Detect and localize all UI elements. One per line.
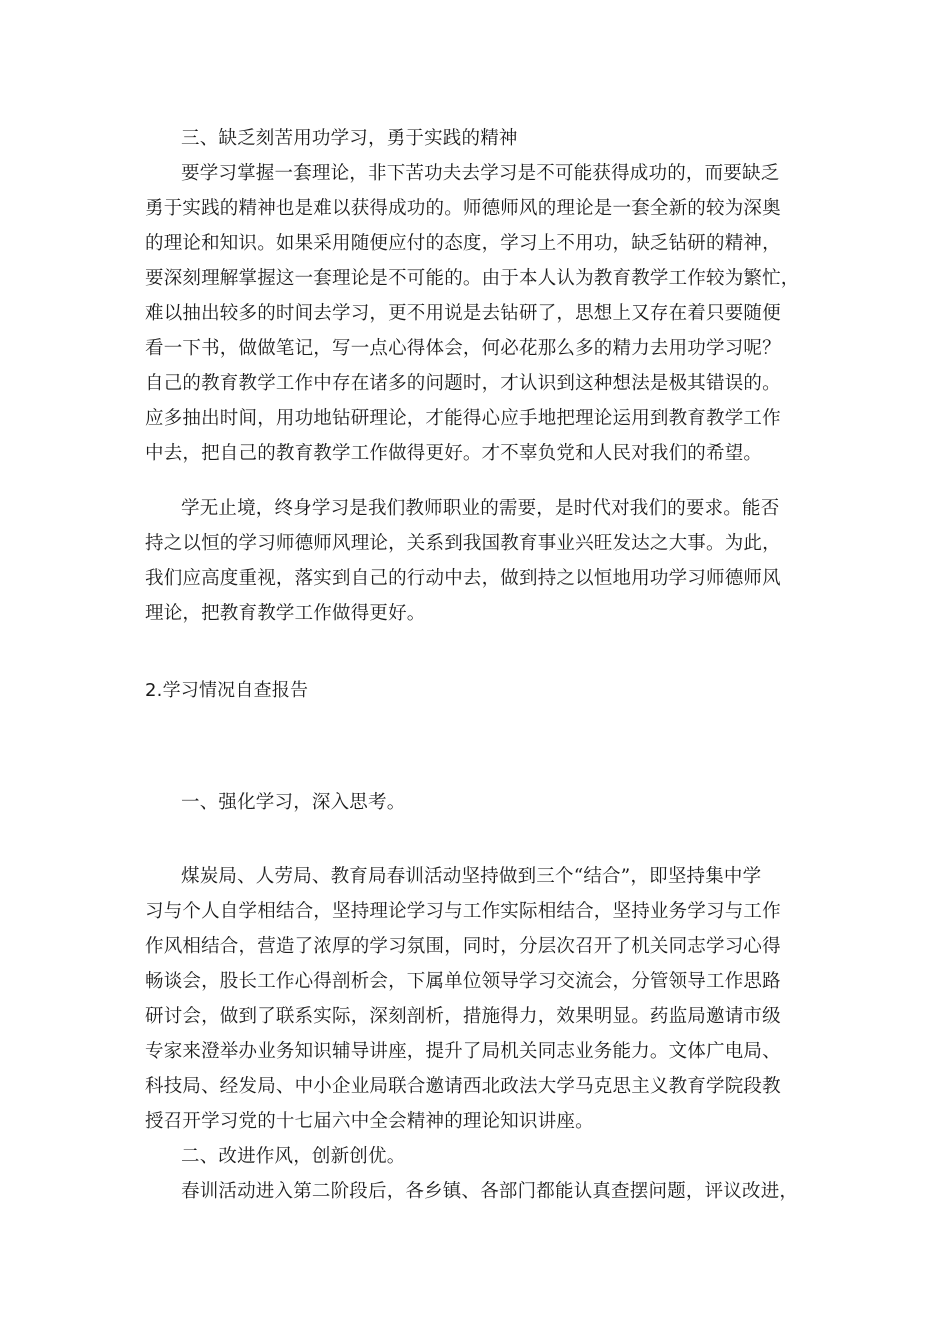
paragraph-line: 持之以恒的学习师德师风理论，关系到我国教育事业兴旺发达之大事。为此， [145, 533, 781, 554]
section-heading: 一、强化学习，深入思考。 [181, 792, 406, 813]
paragraph-line: 应多抽出时间，用功地钻研理论，才能得心应手地把理论运用到教育教学工作 [145, 408, 781, 429]
paragraph-line: 学无止境，终身学习是我们教师职业的需要，是时代对我们的要求。能否 [181, 498, 780, 519]
paragraph-line: 的理论和知识。如果采用随便应付的态度，学习上不用功，缺乏钻研的精神， [145, 233, 781, 254]
paragraph-line: 看一下书，做做笔记，写一点心得体会，何必花那么多的精力去用功学习呢？ [145, 338, 781, 359]
paragraph-line: 自己的教育教学工作中存在诸多的问题时，才认识到这种想法是极其错误的。 [145, 373, 781, 394]
section-heading: 二、改进作风，创新创优。 [181, 1146, 406, 1167]
paragraph-line: 要学习掌握一套理论，非下苦功夫去学习是不可能获得成功的，而要缺乏 [181, 163, 780, 184]
paragraph-line: 专家来澄举办业务知识辅导讲座，提升了局机关同志业务能力。文体广电局、 [145, 1041, 781, 1062]
paragraph-line: 中去，把自己的教育教学工作做得更好。才不辜负党和人民对我们的希望。 [145, 443, 763, 464]
paragraph-line: 我们应高度重视，落实到自己的行动中去，做到持之以恒地用功学习师德师风 [145, 568, 781, 589]
paragraph-line: 勇于实践的精神也是难以获得成功的。师德师风的理论是一套全新的较为深奥 [145, 198, 781, 219]
paragraph-line: 难以抽出较多的时间去学习，更不用说是去钻研了，思想上又存在着只要随便 [145, 303, 781, 324]
paragraph-line: 授召开学习党的十七届六中全会精神的理论知识讲座。 [145, 1111, 594, 1132]
paragraph-line: 科技局、经发局、中小企业局联合邀请西北政法大学马克思主义教育学院段教 [145, 1076, 781, 1097]
paragraph-line: 研讨会，做到了联系实际，深刻剖析，措施得力，效果明显。药监局邀请市级 [145, 1006, 781, 1027]
paragraph-line: 作风相结合，营造了浓厚的学习氛围，同时，分层次召开了机关同志学习心得 [145, 936, 781, 957]
report-title: 2.学习情况自查报告 [145, 680, 309, 701]
paragraph-line: 畅谈会，股长工作心得剖析会，下属单位领导学习交流会，分管领导工作思路 [145, 971, 781, 992]
paragraph-line: 煤炭局、人劳局、教育局春训活动坚持做到三个“结合”，即坚持集中学 [181, 866, 762, 887]
section-heading: 三、缺乏刻苦用功学习，勇于实践的精神 [181, 128, 518, 149]
paragraph-line: 要深刻理解掌握这一套理论是不可能的。由于本人认为教育教学工作较为繁忙， [145, 268, 800, 289]
paragraph-line: 习与个人自学相结合，坚持理论学习与工作实际相结合，坚持业务学习与工作 [145, 901, 781, 922]
paragraph-line: 理论，把教育教学工作做得更好。 [145, 603, 426, 624]
paragraph-line: 春训活动进入第二阶段后，各乡镇、各部门都能认真查摆问题，评议改进， [181, 1181, 799, 1202]
